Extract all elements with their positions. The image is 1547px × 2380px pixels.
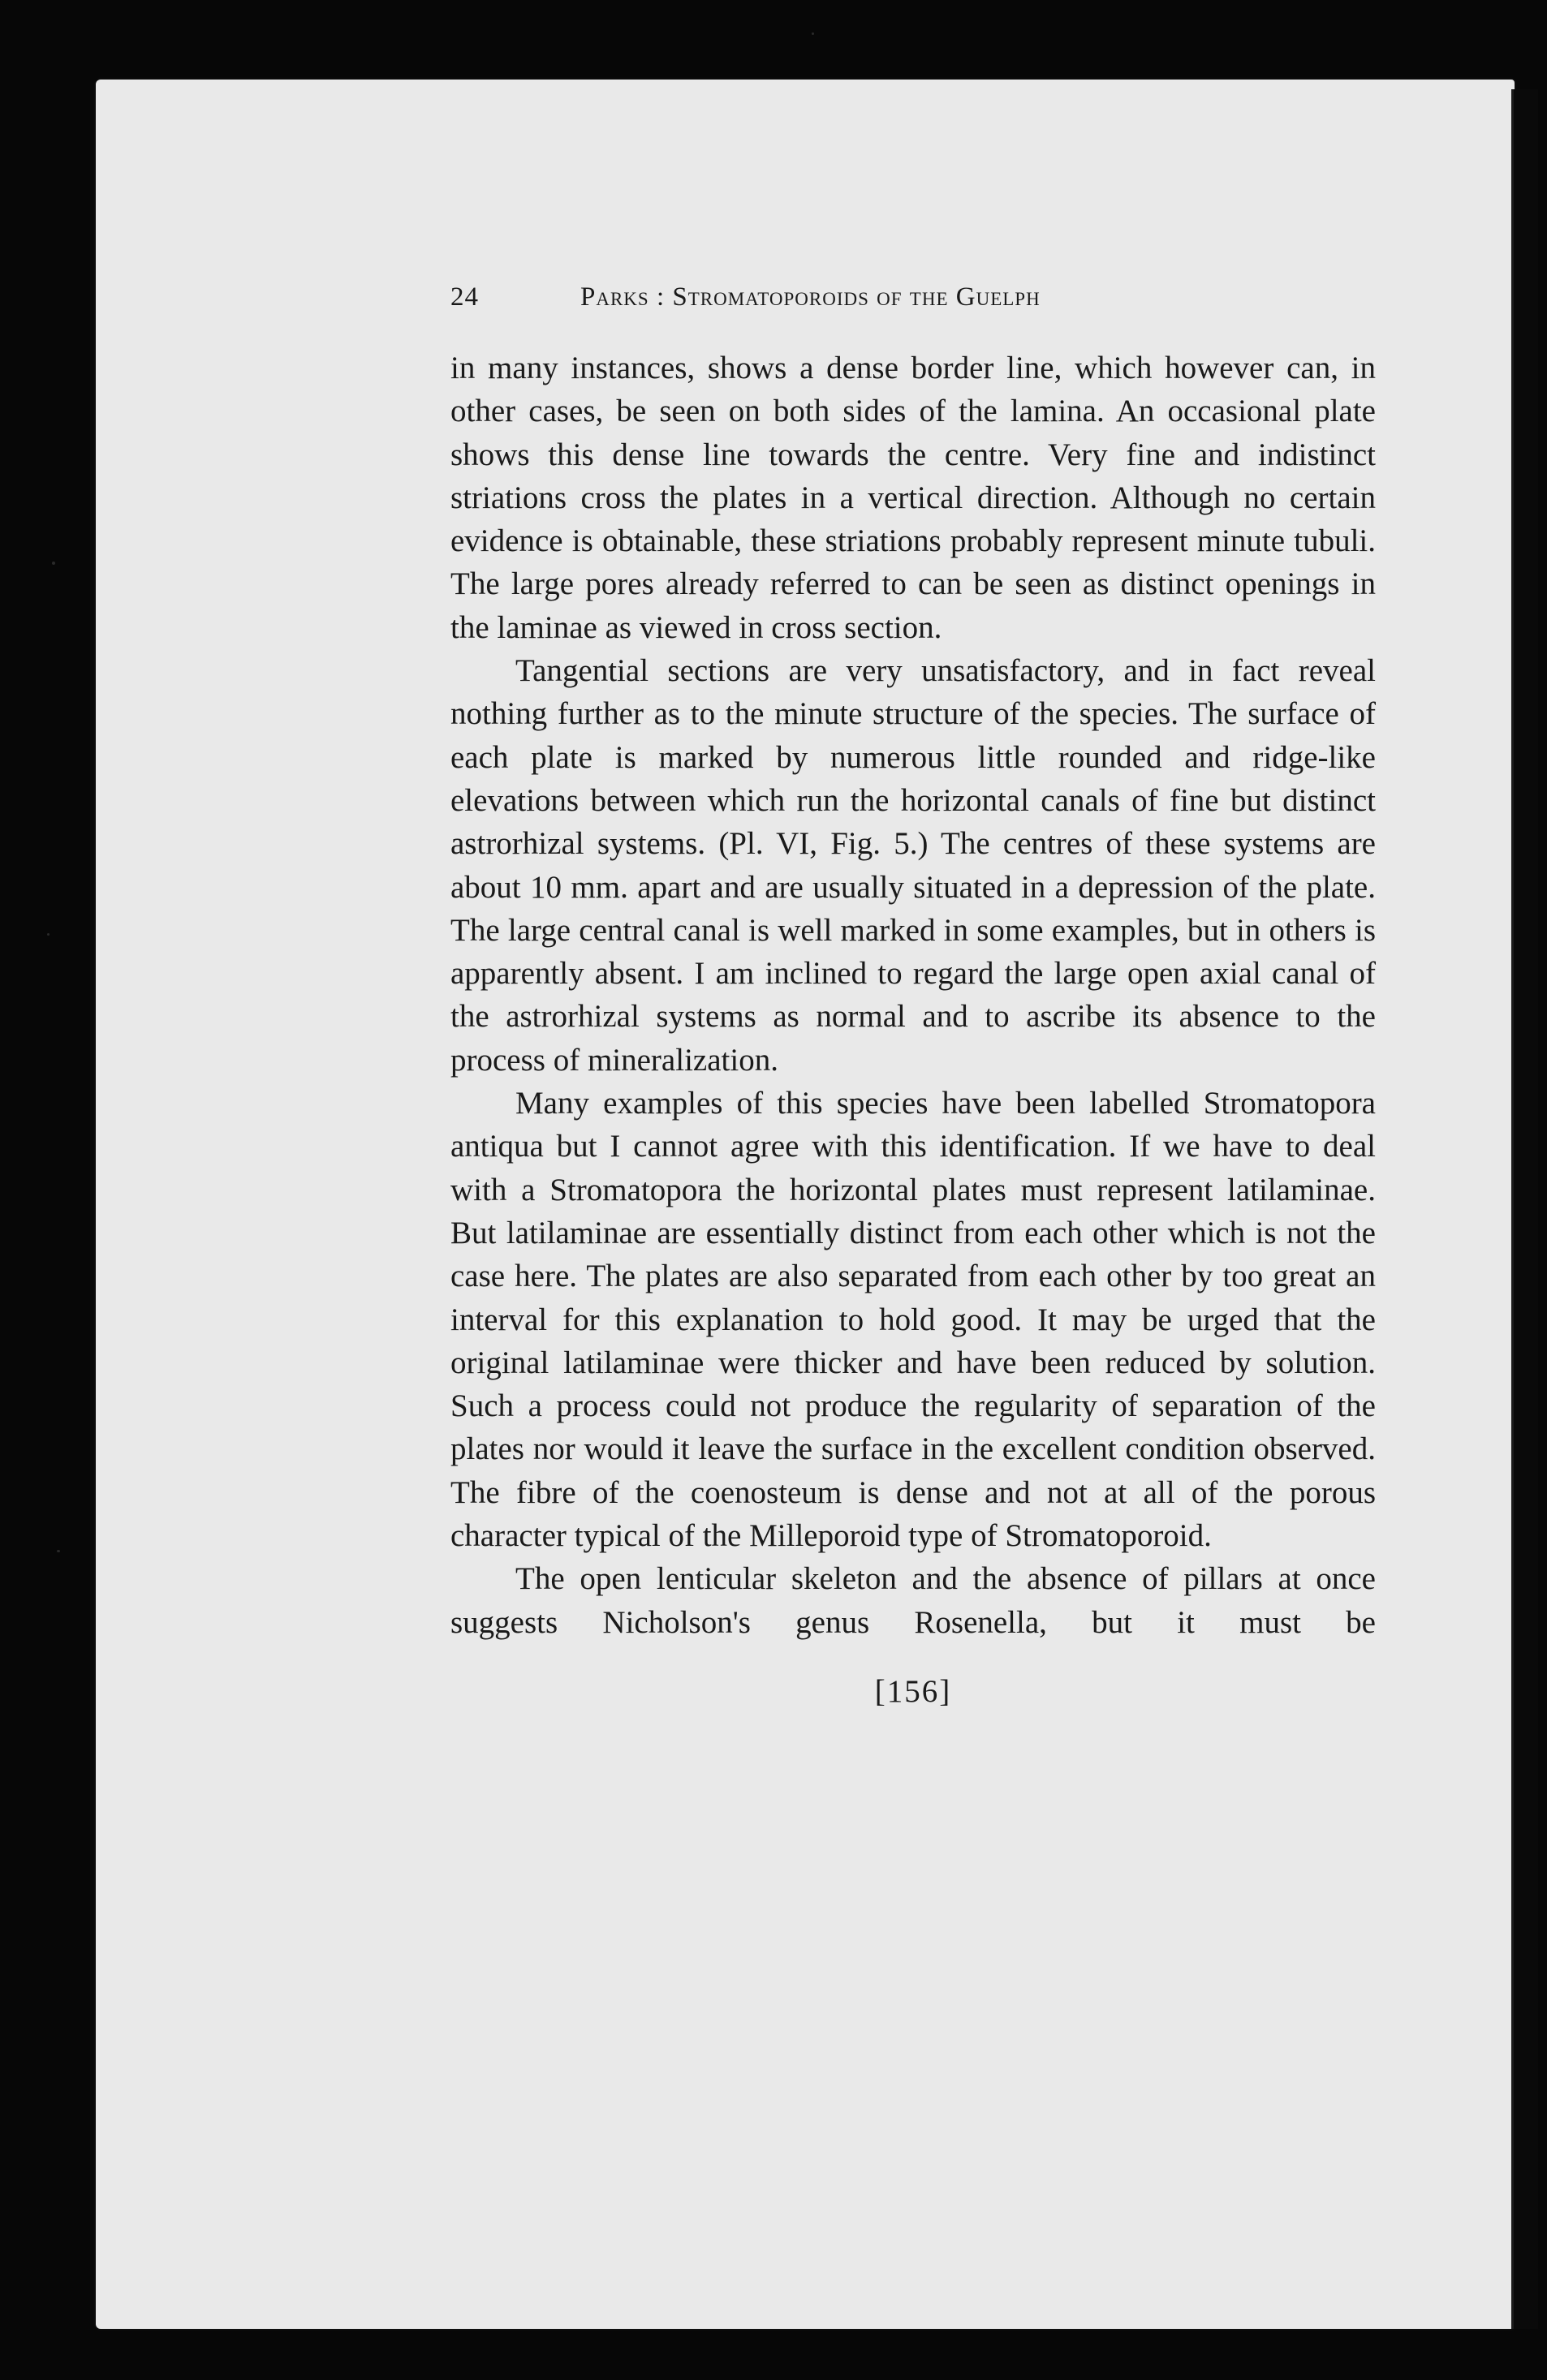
body-text <box>450 346 1376 1644</box>
dust-speck <box>812 32 814 35</box>
paragraph: Tangential sections are very unsatisfactory, and in fact reveal nothing further as to the minute structure of the species. The surface of each plate is marked by numerous little rounded and ridge-like elevations between which run the horizontal canals of fine but distinct astrorhizal systems. (Pl. VI, Fig. 5.) The centres of these systems are about 10 mm. apart and are usually situated in a depression of the plate. The large central canal is well marked in some examples, but in others is apparently absent. I am inclined to regard the large open axial canal of the astrorhizal systems as normal and to ascribe its absence to the process of mineralization. <box>450 653 1376 1078</box>
page-edge-shadow <box>1511 89 1538 2329</box>
paragraph: The open lenticular skeleton and the absence of pillars at once suggests Nicholson's genus Rosenella, but it must be <box>450 1561 1376 1640</box>
paragraph: Many examples of this species have been labelled Stromatopora antiqua but I cannot agree with this identification. If we have to deal with a Stromatopora the horizontal plates must represent latilaminae. But latilaminae are essentially distinct from each other which is not the case here. The plates are also separated from each other by too great an interval for this explanation to hold good. It may be urged that the original latilaminae were thicker and have been reduced by solution. Such a process could not produce the regularity of separation of the plates nor would it leave the surface in the excellent condition observed. The fibre of the coenosteum is dense and not at all of the porous character typical of the Milleporoid type of Stromatoporoid. <box>450 1086 1376 1554</box>
running-head <box>450 282 1376 312</box>
page-number: 24 <box>450 282 479 312</box>
folio-number: [156] <box>874 1673 952 1709</box>
page-content <box>450 282 1376 1710</box>
dust-speck <box>57 1550 60 1552</box>
running-title: Parks : Stromatoporoids of the Guelph <box>580 282 1041 312</box>
dust-speck <box>47 933 50 936</box>
dust-speck <box>52 562 55 565</box>
paragraph: in many instances, shows a dense border line, which however can, in other cases, be seen on both sides of the lamina. An occasional plate shows this dense line towards the centre. Very fine and indistinct striations cross the plates in a vertical direction. Although no certain evidence is obtainable, these striations probably represent minute tubuli. The large pores already referred to can be seen as distinct openings in the laminae as viewed in cross section. <box>450 351 1376 645</box>
